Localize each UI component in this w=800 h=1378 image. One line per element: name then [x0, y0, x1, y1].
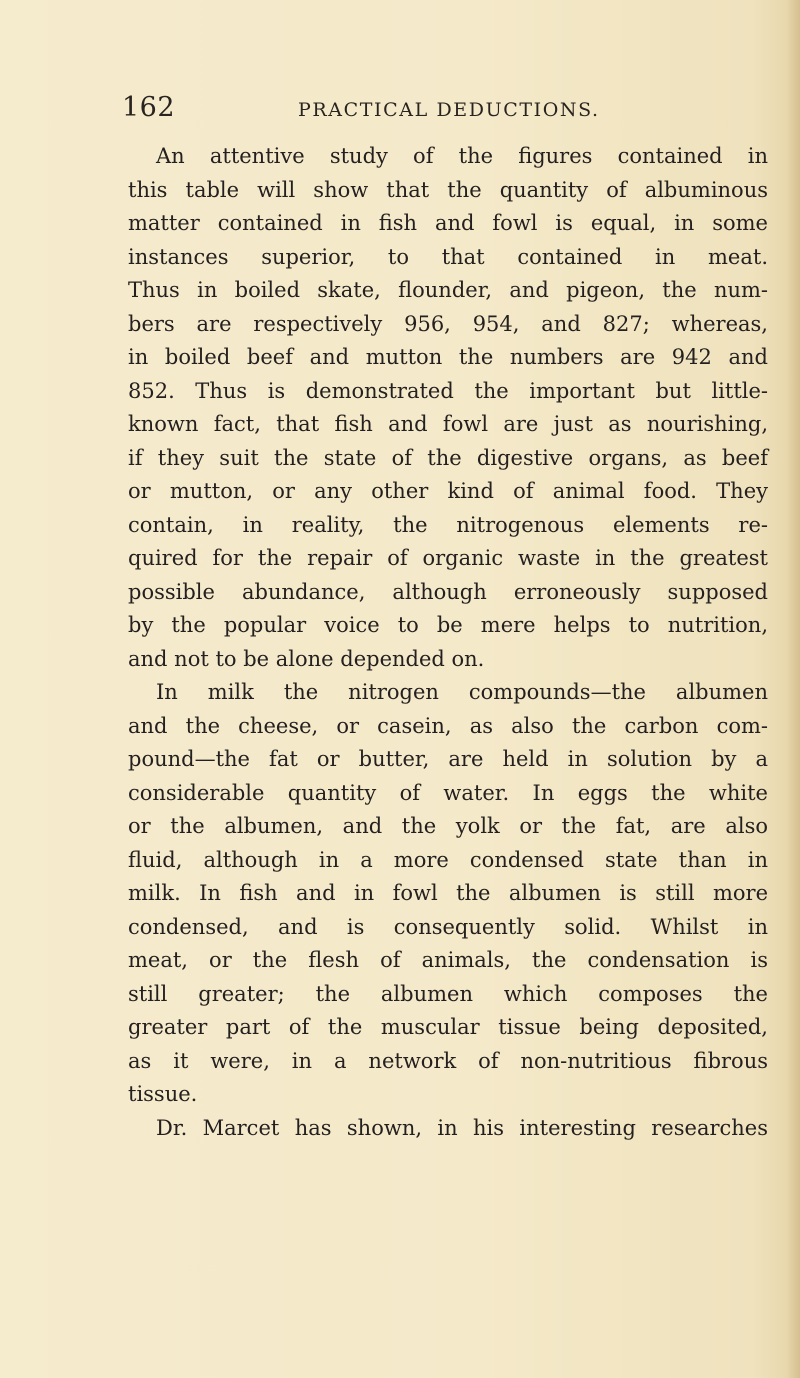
text-line: fluid, although in a more condensed state than in	[128, 847, 768, 872]
text-line: known fact, that fish and fowl are just as nourishing,	[128, 412, 768, 436]
text-line: pound—the fat or butter, are held in solution by a	[128, 747, 768, 771]
text-line: 852. Thus is demonstrated the important but little-	[128, 378, 768, 403]
text-line: tissue.	[128, 1082, 198, 1106]
text-line: Dr. Marcet has shown, in his interesting researches	[156, 1115, 768, 1140]
text-line: Thus in boiled skate, flounder, and pigeon, the num-	[128, 278, 768, 302]
page-number: 162	[122, 92, 176, 123]
page-edge-shadow	[786, 0, 800, 1378]
text-line: matter contained in fish and fowl is equal, in some	[128, 211, 768, 235]
text-line: condensed, and is consequently solid. Whilst in	[128, 914, 768, 939]
text-line: as it were, in a network of non-nutritious fibrous	[128, 1048, 768, 1073]
text-line: meat, or the flesh of animals, the condensation is	[128, 948, 768, 972]
text-line: still greater; the albumen which composes the	[128, 981, 768, 1006]
text-line: greater part of the muscular tissue being deposited,	[128, 1015, 768, 1039]
body-text	[128, 140, 768, 1145]
text-line: by the popular voice to be mere helps to nutrition,	[128, 613, 768, 637]
text-line: milk. In fish and in fowl the albumen is still more	[128, 881, 768, 905]
text-line: or the albumen, and the yolk or the fat, are also	[128, 814, 768, 838]
text-line: and not to be alone depended on.	[128, 646, 485, 671]
text-line: in boiled beef and mutton the numbers are 942 and	[128, 345, 768, 369]
page-header	[0, 92, 800, 132]
text-line: An attentive study of the figures contained in	[156, 144, 768, 168]
text-line: contain, in reality, the nitrogenous elements re-	[128, 512, 768, 537]
running-head: PRACTICAL DEDUCTIONS.	[298, 99, 600, 121]
text-line: this table will show that the quantity of albuminous	[128, 177, 768, 202]
text-line: quired for the repair of organic waste in the greatest	[128, 546, 768, 570]
text-line: and the cheese, or casein, as also the carbon com-	[128, 713, 768, 738]
text-line: possible abundance, although erroneously supposed	[128, 579, 768, 604]
text-line: bers are respectively 956, 954, and 827; whereas,	[128, 311, 768, 336]
text-line: if they suit the state of the digestive organs, as beef	[128, 445, 768, 470]
text-line: considerable quantity of water. In eggs the white	[128, 780, 768, 805]
text-line: or mutton, or any other kind of animal food. They	[128, 479, 768, 503]
text-line: In milk the nitrogen compounds—the albumen	[156, 680, 768, 704]
text-line: instances superior, to that contained in meat.	[128, 244, 768, 269]
